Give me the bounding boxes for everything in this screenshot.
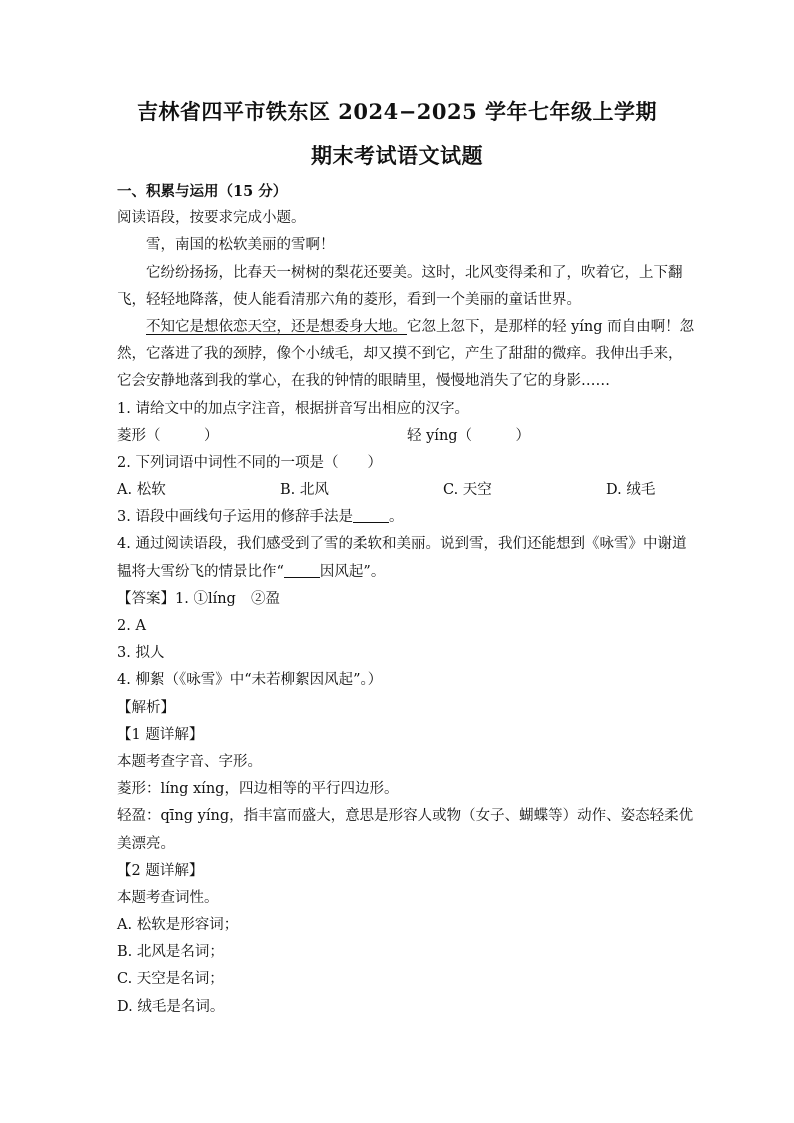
answer-1-part-2: ②盈 <box>251 590 280 607</box>
detail-2-heading: 【2 题详解】 <box>117 862 204 879</box>
detail-1-line-1: 本题考查字音、字形。 <box>117 753 262 770</box>
question-4-line-1: 4. 通过阅读语段，我们感受到了雪的柔软和美丽。说到雪，我们还能想到《咏雪》中谢道 <box>117 536 687 553</box>
detail-2-line-3: B. 北风是名词； <box>117 944 224 961</box>
detail-1-line-3: 轻盈：qīng yíng，指丰富而盛大，意思是形容人或物（女子、蝴蝶等）动作、姿态轻柔优 <box>117 808 694 825</box>
question-4-line-2 <box>117 559 677 586</box>
question-2-prompt: 2. 下列词语中词性不同的一项是（ ） <box>117 454 382 471</box>
passage-paragraph-3-line-3: 它会安静地落到我的掌心，在我的钟情的眼睛里，慢慢地消失了它的身影…… <box>117 373 610 390</box>
detail-1-line-4: 美漂亮。 <box>117 835 175 852</box>
question-2-option-b: B. 北风 <box>280 482 329 499</box>
question-1-items <box>117 423 677 450</box>
detail-2-line-4: C. 天空是名词； <box>117 971 224 988</box>
document-title-line-1: 吉林省四平市铁东区 2024−2025 学年七年级上学期 <box>136 99 658 124</box>
question-2-option-d: D. 绒毛 <box>606 482 656 499</box>
answer-line-2: 2. A <box>117 618 146 634</box>
passage-text: 它忽上忽下，是那样的轻 yíng 而自由啊！忽 <box>407 318 695 335</box>
section-heading: 一、积累与运用（15 分） <box>117 183 288 200</box>
answer-line-4: 4. 柳絮（《咏雪》中“未若柳絮因风起”。） <box>117 672 383 689</box>
detail-1-line-2: 菱形：líng xíng，四边相等的平行四边形。 <box>117 781 399 798</box>
passage-paragraph-1: 雪，南国的松软美丽的雪啊！ <box>146 237 335 254</box>
question-4-text: 韫将大雪纷飞的情景比作“ <box>117 563 284 580</box>
question-1-item-right: 轻 yíng（ ） <box>407 427 531 444</box>
question-2-option-a: A. 松软 <box>117 482 166 499</box>
passage-paragraph-3-line-1 <box>117 314 695 341</box>
detail-2-line-1: 本题考查词性。 <box>117 889 219 906</box>
answer-line-1 <box>117 586 677 613</box>
passage-paragraph-2-line-1: 它纷纷扬扬，比春天一树树的梨花还要美。这时，北风变得柔和了，吹着它，上下翻 <box>146 264 683 281</box>
question-2-option-c: C. 天空 <box>443 482 492 499</box>
answer-blank <box>353 508 389 523</box>
analysis-heading: 【解析】 <box>117 699 175 716</box>
question-1-item-left: 菱形（ ） <box>117 427 219 444</box>
passage-paragraph-2-line-2: 飞，轻轻地降落，使人能看清那六角的菱形，看到一个美丽的童话世界。 <box>117 291 581 308</box>
question-3-text: 3. 语段中画线句子运用的修辞手法是 <box>117 509 353 526</box>
detail-1-heading: 【1 题详解】 <box>117 726 204 743</box>
answer-1-part-1: 【答案】1. ①líng <box>117 590 236 607</box>
question-3 <box>117 504 677 531</box>
answer-blank <box>284 563 320 578</box>
document-title-line-2: 期末考试语文试题 <box>311 143 483 168</box>
detail-2-line-2: A. 松软是形容词； <box>117 917 239 934</box>
instruction-text: 阅读语段，按要求完成小题。 <box>117 210 306 227</box>
document-body <box>117 178 695 1021</box>
question-2-options <box>117 477 677 504</box>
question-3-end: 。 <box>388 509 404 526</box>
passage-paragraph-3-line-2: 然，它落进了我的颈脖，像个小绒毛，却又摸不到它，产生了甜甜的微痒。我伸出手来， <box>117 346 683 363</box>
detail-2-line-5: D. 绒毛是名词。 <box>117 998 225 1015</box>
underlined-sentence: 不知它是想依恋天空，还是想委身大地。 <box>146 318 407 335</box>
question-4-end: 因风起”。 <box>319 563 386 580</box>
answer-line-3: 3. 拟人 <box>117 645 165 662</box>
question-1-prompt: 1. 请给文中的加点字注音，根据拼音写出相应的汉字。 <box>117 400 469 417</box>
